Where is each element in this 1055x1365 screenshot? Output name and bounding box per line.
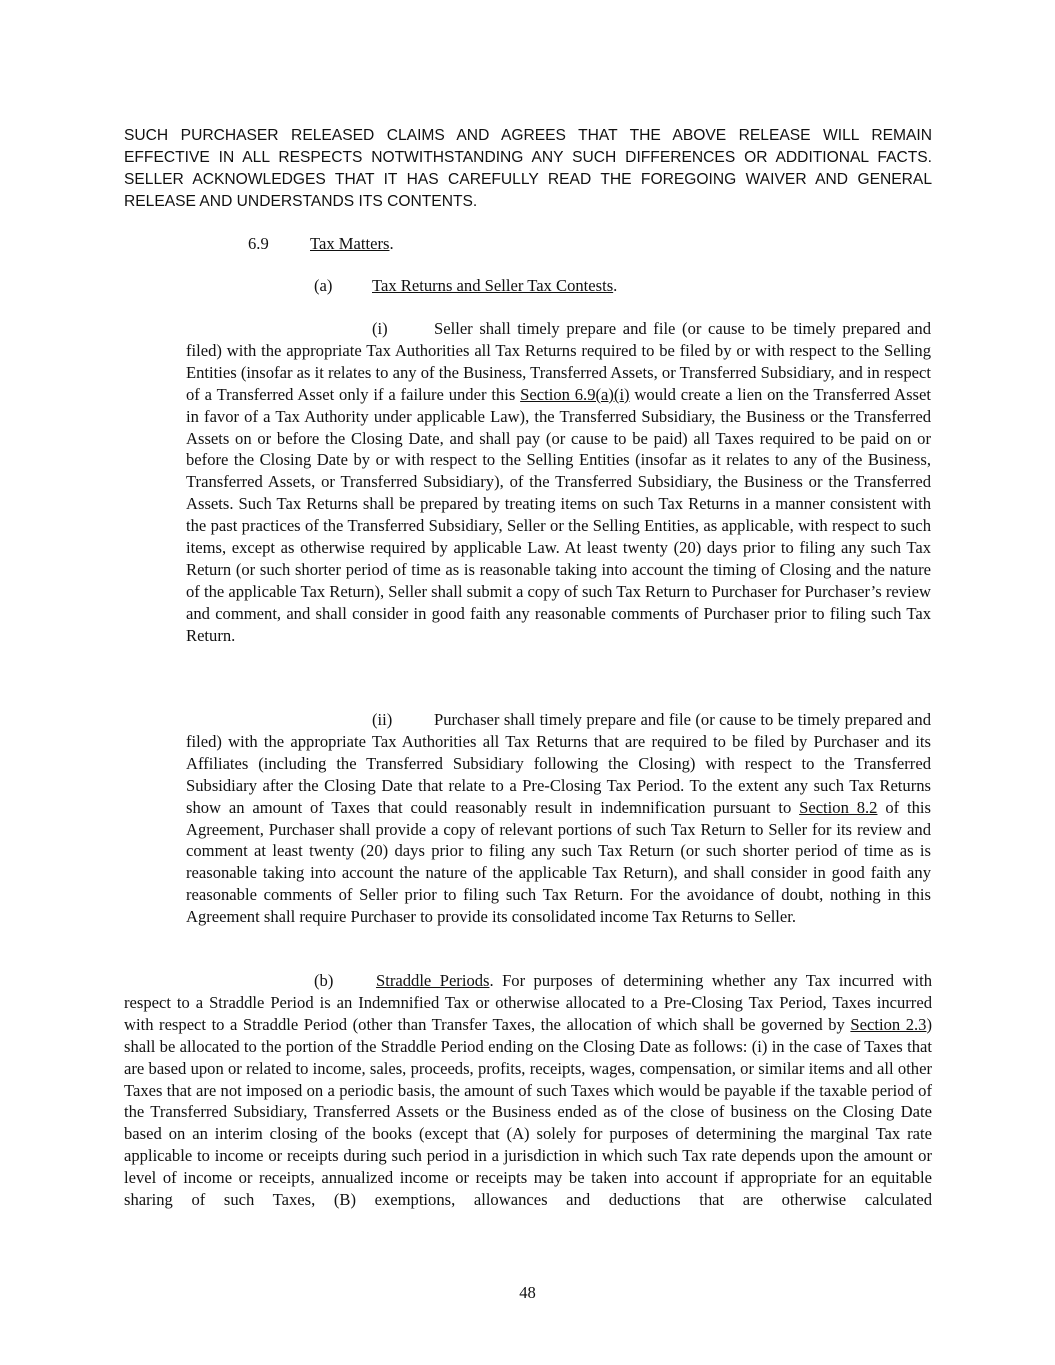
- subsection-a-heading: [314, 275, 617, 297]
- subsection-title: Tax Returns and Seller Tax Contests: [372, 276, 614, 295]
- section-6-9-a-i-reference: Section 6.9(a)(i): [520, 384, 630, 404]
- section-2-3-reference: Section 2.3: [850, 1014, 927, 1034]
- section-8-2-reference: Section 8.2: [799, 797, 878, 817]
- clause-i-text-2: would create a lien on the Transferred Asset in favor of a Tax Authority under applicable Law), the Transferred Subsidiary, the Business or the Transferred Assets on or before the Closing Date, and shall pay (or cause to be paid) all Taxes required to be paid on or before the Closing Date by or with respect to the Selling Entities (insofar as it relates to any of the Business, Transferred Assets, or Transferred Subsidiary), of the Transferred Subsidiary, the Business or the Transferred Assets. Such Tax Returns shall be prepared by treating items on such Tax Returns in a manner consistent with the past practices of the Transferred Subsidiary, Seller or the Selling Entities, as applicable, with respect to such items, except as otherwise required by applicable Law. At least twenty (20) days prior to filing any such Tax Return (or such shorter period of time as is reasonable taking into account the timing of Closing and the nature of the applicable Tax Return), Seller shall submit a copy of such Tax Return to Purchaser for Purchaser’s review and comment, and shall consider in good faith any reasonable comments of Purchaser prior to filing such Tax Return.: [186, 384, 931, 645]
- subsection-b-number: (b): [314, 971, 334, 990]
- subsection-b-title: Straddle Periods: [376, 971, 490, 990]
- subsection-b-text-2: ) shall be allocated to the portion of the Straddle Period ending on the Closing Date as follows: (i) in the case of Taxes that are based upon or related to income, sales, proceeds, profits, receipts, wages, compensation, or similar items and all other Taxes that are not imposed on a periodic basis, the amount of such Taxes which would be payable if the taxable period of the Transferred Subsidiary, Transferred Assets or the Business ended as of the close of business on the Closing Date based on an interim closing of the books (except that (A) solely for purposes of determining the marginal Tax rate applicable to income or receipts during such period in a jurisdiction in which such Tax rate depends upon the amount or level of income or receipts, annualized income or receipts may be taken into account if appropriate for an equitable sharing of such Taxes, (B) exemptions, allowances and deductions that are otherwise calculated: [124, 1014, 932, 1210]
- clause-i-paragraph: [186, 318, 931, 647]
- clause-ii-paragraph: [186, 709, 931, 928]
- section-title: Tax Matters: [310, 234, 390, 253]
- subsection-title-suffix: .: [613, 276, 618, 295]
- subsection-b-paragraph: [124, 970, 932, 1211]
- subsection-b-text-1: . For purposes of determining whether any Tax incurred with respect to a Straddle Period is an Indemnified Tax or otherwise allocated to a Pre-Closing Tax Period, Taxes incurred with respect to a Straddle Period (other than Transfer Taxes, the allocation of which shall be governed by: [124, 971, 932, 1034]
- clause-ii-number: (ii): [372, 710, 393, 729]
- section-6-9-heading: [248, 233, 394, 255]
- clause-ii-text-2: of this Agreement, Purchaser shall provide a copy of relevant portions of such Tax Return to Seller for its review and comment at least twenty (20) days prior to filing any such Tax Return (or such shorter period of time as is reasonable taking into account the nature of the applicable Tax Return), and shall consider in good faith any reasonable comments of Seller prior to filing such Tax Return. For the avoidance of doubt, nothing in this Agreement shall require Purchaser to provide its consolidated income Tax Returns to Seller.: [186, 797, 931, 927]
- section-number: 6.9: [248, 234, 269, 253]
- section-title-suffix: .: [389, 234, 394, 253]
- clause-i-text-1: Seller shall timely prepare and file (or cause to be timely prepared and filed) with the appropriate Tax Authorities all Tax Returns required to be filed by or with respect to the Selling Entities (insofar as it relates to any of the Business, Transferred Assets, or Transferred Subsidiary, and in respect of a Transferred Asset only if a failure under this: [186, 319, 931, 404]
- page-number: 48: [519, 1283, 536, 1302]
- release-clause-paragraph: SUCH PURCHASER RELEASED CLAIMS AND AGREES THAT THE ABOVE RELEASE WILL REMAIN EFFECTIVE IN ALL RESPECTS NOTWITHSTANDING ANY SUCH DIFFERENCES OR ADDITIONAL FACTS. SELLER ACKNOWLEDGES THAT IT HAS CAREFULLY READ THE FOREGOING WAIVER AND GENERAL RELEASE AND UNDERSTANDS ITS CONTENTS.: [124, 127, 932, 210]
- clause-ii-text-1: Purchaser shall timely prepare and file (or cause to be timely prepared and filed) with the appropriate Tax Authorities all Tax Returns that are required to be filed by Purchaser and its Affiliates (including the Transferred Subsidiary following the Closing) with respect to the Transferred Subsidiary after the Closing Date that relate to a Pre-Closing Tax Period. To the extent any such Tax Returns show an amount of Taxes that could reasonably result in indemnification pursuant to: [186, 710, 931, 817]
- subsection-number: (a): [314, 276, 333, 295]
- clause-i-number: (i): [372, 319, 388, 338]
